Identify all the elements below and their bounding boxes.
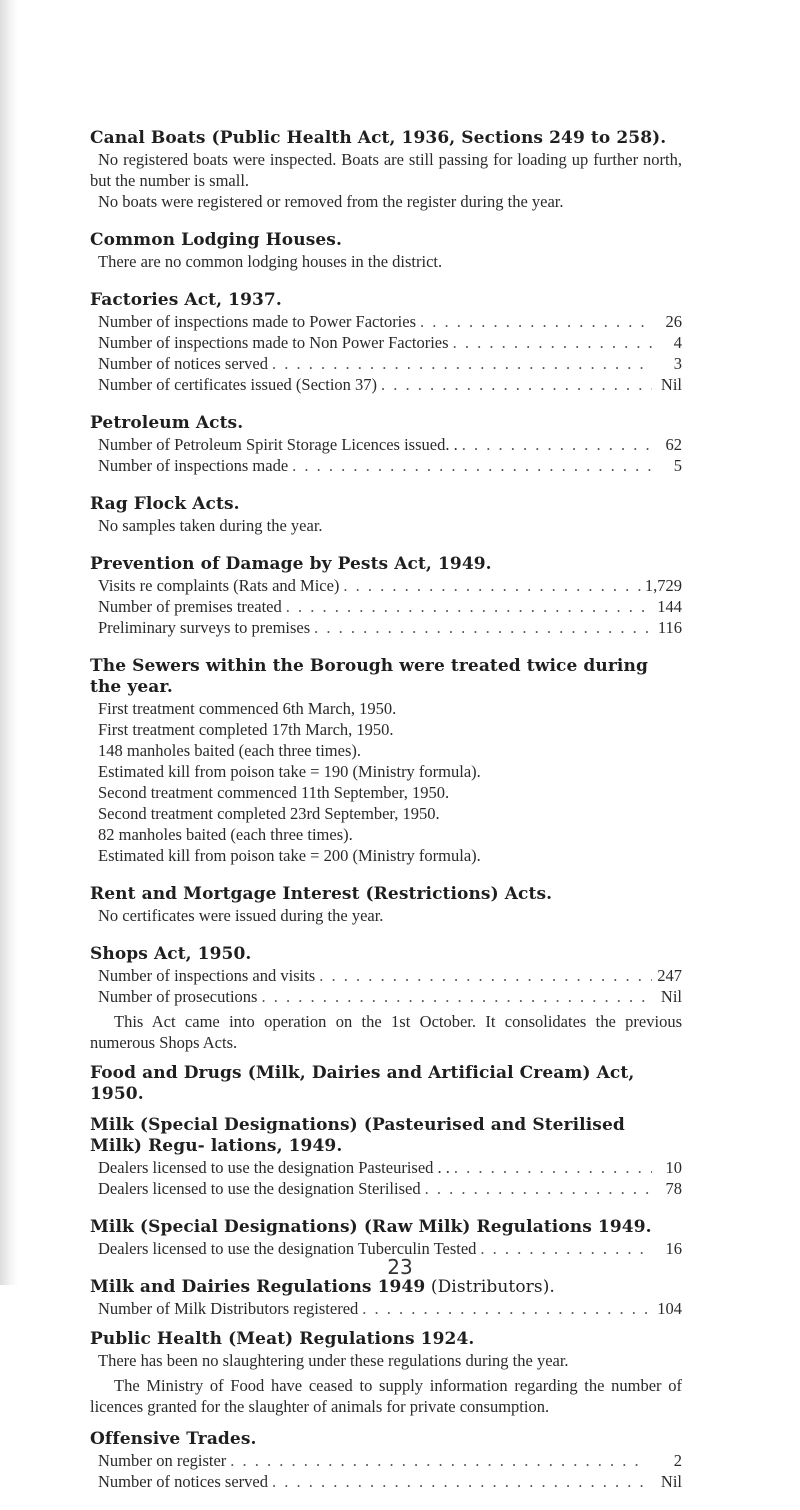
page-edge-shadow: [0, 0, 18, 1285]
stat-value: 26: [665, 312, 682, 331]
stat-value: Nil: [660, 987, 682, 1006]
section-heading: Public Health (Meat) Regulations 1924.: [90, 1329, 475, 1349]
sewer-line: First treatment commenced 6th March, 1950.: [98, 699, 397, 718]
dot-leader: [288, 455, 652, 476]
stat-label: Number of inspections made to Non Power Factories: [98, 333, 449, 352]
stat-row: [90, 1471, 682, 1492]
heading-bold-part: Milk and Dairies Regulations 1949: [90, 1277, 426, 1297]
section-common-lodging-houses: [90, 230, 682, 272]
heading-normal-part: (Distributors).: [425, 1277, 555, 1297]
stat-row: [90, 1157, 682, 1178]
dot-leader: [358, 1298, 652, 1319]
section-milk-dairies: [90, 1277, 682, 1319]
sewer-line: Estimated kill from poison take = 200 (Ministry formula).: [98, 846, 481, 865]
dot-leader: [377, 374, 652, 395]
section-factories-act: [90, 290, 682, 395]
dot-leader: [226, 1450, 652, 1471]
stat-label: Number of inspections made to Power Factories: [98, 312, 417, 331]
stat-value: 3: [673, 354, 682, 373]
dot-leader: [450, 1157, 652, 1178]
paragraph: No boats were registered or removed from the register during the year.: [98, 192, 564, 211]
section-heading: [90, 1277, 682, 1298]
stat-value: 116: [657, 618, 682, 637]
paragraph: There has been no slaughtering under these regulations during the year.: [98, 1351, 569, 1370]
section-food-drugs-act: [90, 1063, 682, 1105]
section-sewers: [90, 656, 682, 866]
dot-leader: [268, 353, 652, 374]
stat-row: [90, 1450, 682, 1471]
paragraph: No registered boats were inspected. Boats are still passing for loading up further north, but the number is small.: [90, 150, 682, 190]
stat-value: Nil: [660, 1472, 682, 1491]
stat-label: Number of notices served: [98, 354, 268, 373]
stat-label: Number of notices served: [98, 1472, 268, 1491]
stat-label: Number of premises treated: [98, 597, 282, 616]
stat-value: 247: [657, 966, 682, 985]
stat-label: Number of inspections and visits: [98, 966, 316, 985]
section-rent-mortgage: [90, 884, 682, 926]
section-heading: Factories Act, 1937.: [90, 290, 282, 310]
section-canal-boats: [90, 128, 682, 212]
section-heading: Offensive Trades.: [90, 1429, 257, 1449]
paragraph: There are no common lodging houses in the district.: [98, 252, 443, 271]
section-heading: Petroleum Acts.: [90, 413, 244, 433]
dot-leader: [476, 1238, 652, 1259]
section-shops-act: [90, 944, 682, 1053]
dot-leader: [315, 965, 652, 986]
section-heading: Food and Drugs (Milk, Dairies and Artificial Cream) Act, 1950.: [90, 1063, 635, 1104]
dot-leader: [421, 1178, 652, 1199]
sewer-line: Second treatment commenced 11th September, 1950.: [98, 783, 450, 802]
stat-row: [90, 455, 682, 476]
stat-value: 1,729: [644, 576, 682, 595]
section-heading: Shops Act, 1950.: [90, 944, 252, 964]
section-rag-flock-acts: [90, 494, 682, 536]
stat-value: 144: [657, 597, 682, 616]
paragraph: No certificates were issued during the year.: [98, 906, 384, 925]
sewer-line: Second treatment completed 23rd September, 1950.: [98, 804, 440, 823]
paragraph: The Ministry of Food have ceased to supply information regarding the number of licences granted for the slaughter of animals for private consumption.: [90, 1376, 682, 1416]
sewer-line: 82 manholes baited (each three times).: [98, 825, 353, 844]
stat-row: [90, 374, 682, 395]
sewer-line: First treatment completed 17th March, 1950.: [98, 720, 394, 739]
section-milk-raw: [90, 1217, 682, 1259]
dot-leader: [257, 986, 652, 1007]
stat-label: Number of inspections made: [98, 456, 289, 475]
section-heading: Milk (Special Designations) (Raw Milk) Regulations 1949.: [90, 1217, 652, 1237]
stat-value: 4: [673, 333, 682, 352]
stat-row: [90, 353, 682, 374]
section-heading: Canal Boats (Public Health Act, 1936, Sections 249 to 258).: [90, 128, 667, 148]
section-heading: Rag Flock Acts.: [90, 494, 240, 514]
stat-label: Number of Petroleum Spirit Storage Licences issued. .: [98, 435, 458, 454]
stat-value: 78: [665, 1179, 682, 1198]
stat-label: Dealers licensed to use the designation Pasteurised . .: [98, 1158, 450, 1177]
stat-row: [90, 311, 682, 332]
section-petroleum-acts: [90, 413, 682, 476]
stat-row: [90, 434, 682, 455]
dot-leader: [416, 311, 652, 332]
section-heading: Milk (Special Designations) (Pasteurised and Sterilised Milk) Regu- lations, 1949.: [90, 1115, 625, 1156]
dot-leader: [268, 1471, 652, 1492]
stat-row: [90, 986, 682, 1007]
stat-value: 5: [673, 456, 682, 475]
stat-row: [90, 965, 682, 986]
section-meat-regulations: [90, 1329, 682, 1417]
stat-row: [90, 332, 682, 353]
stat-row: [90, 575, 682, 596]
stat-label: Dealers licensed to use the designation Sterilised: [98, 1179, 421, 1198]
stat-value: Nil: [660, 375, 682, 394]
sewer-line: 148 manholes baited (each three times).: [98, 741, 361, 760]
stat-value: 62: [665, 435, 682, 454]
stat-row: [90, 1298, 682, 1319]
stat-row: [90, 1178, 682, 1199]
stat-label: Number on register: [98, 1451, 227, 1470]
stat-label: Number of Milk Distributors registered: [98, 1299, 359, 1318]
page-number: 23: [387, 1255, 413, 1279]
stat-value: 2: [673, 1451, 682, 1470]
paragraph: This Act came into operation on the 1st October. It consolidates the previous numerous Shops Acts.: [90, 1012, 682, 1052]
dot-leader: [458, 434, 652, 455]
stat-value: 104: [657, 1299, 682, 1318]
dot-leader: [310, 617, 652, 638]
paragraph: No samples taken during the year.: [98, 516, 323, 535]
stat-row: [90, 617, 682, 638]
stat-label: Dealers licensed to use the designation Tuberculin Tested: [98, 1239, 477, 1258]
section-pests-act: [90, 554, 682, 638]
stat-value: 10: [665, 1158, 682, 1177]
dot-leader: [449, 332, 652, 353]
stat-label: Number of prosecutions: [98, 987, 258, 1006]
stat-row: [90, 596, 682, 617]
section-offensive-trades: [90, 1429, 682, 1492]
section-heading: Rent and Mortgage Interest (Restrictions) Acts.: [90, 884, 553, 904]
stat-label: Visits re complaints (Rats and Mice): [98, 576, 340, 595]
section-heading: Prevention of Damage by Pests Act, 1949.: [90, 554, 492, 574]
dot-leader: [339, 575, 644, 596]
section-heading: Common Lodging Houses.: [90, 230, 342, 250]
dot-leader: [282, 596, 652, 617]
sewer-line: Estimated kill from poison take = 190 (Ministry formula).: [98, 762, 481, 781]
stat-value: 16: [665, 1239, 682, 1258]
page-content: [90, 128, 682, 1510]
stat-label: Preliminary surveys to premises: [98, 618, 311, 637]
section-milk-pasteurised-sterilised: [90, 1115, 682, 1199]
section-heading: The Sewers within the Borough were treated twice during the year.: [90, 656, 648, 697]
stat-label: Number of certificates issued (Section 37): [98, 375, 378, 394]
